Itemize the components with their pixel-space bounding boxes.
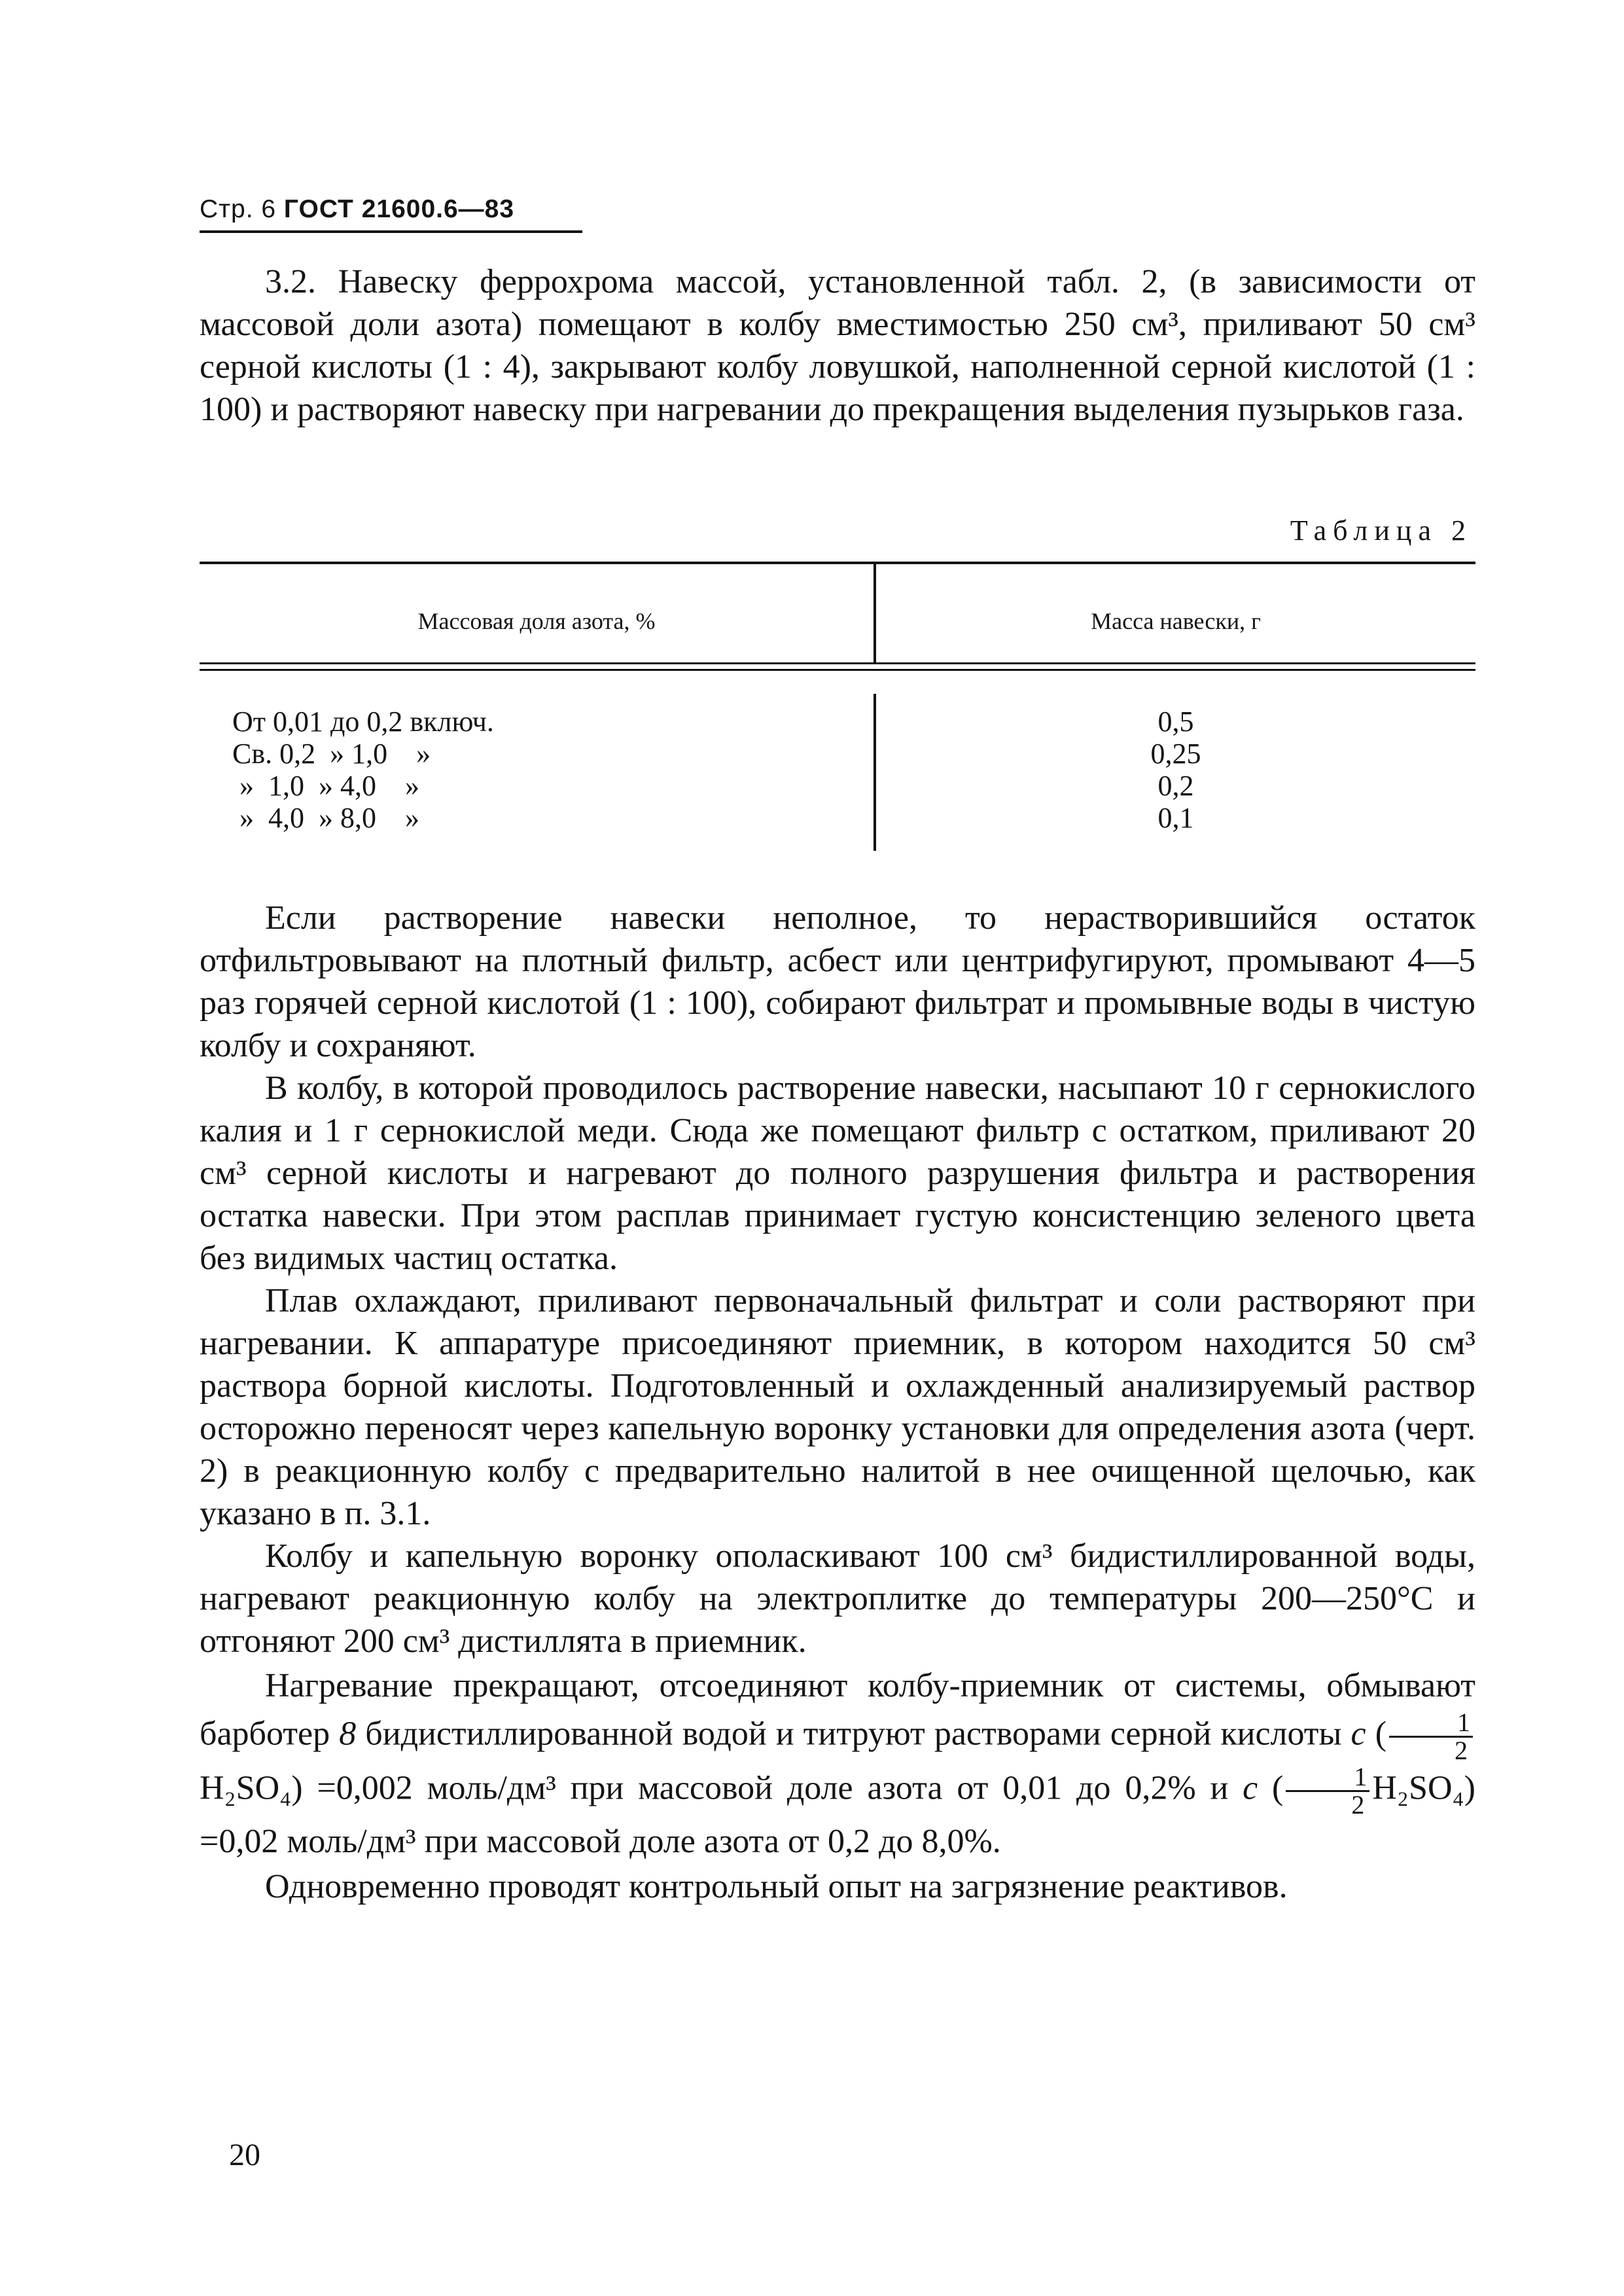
table-row-1-range: От 0,01 до 0,2 включ. (232, 706, 494, 738)
paragraph-distillation: Колбу и капельную воронку ополаскивают 100 см³ бидистиллированной воды, нагревают реакционную колбу на электроплитке до температуры 200—250°С и отгоняют 200 см³ дистиллята в приемник. (200, 1537, 1475, 1660)
paragraph-distillation-setup: Плав охлаждают, приливают первоначальный фильтрат и соли растворяют при нагревании. К аппаратуре присоединяют приемник, в котором находится 50 см³ раствора борной кислоты. Подготовленный и охлажденный анализируемый раствор осторожно переносят через капельную воронку установки для определения азота (черт. 2) в реакционную колбу с предварительно налитой в нее очищенной щелочью, как указано в п. 3.1. (200, 1282, 1475, 1532)
column-header-mass: Масса навески, г (1091, 608, 1261, 634)
column-header-nitrogen: Массовая доля азота, % (417, 608, 656, 634)
barboter-number: 8 (339, 1715, 357, 1753)
paragraph-titration: Нагревание прекращают, отсоединяют колбу-приемник от системы, обмывают барботер 8 бидистиллированной водой и титруют растворами серной кислоты c ( $\frac{1}{2}$ H₂SO₄) =0,002 моль/дм³ при массовой доле азота от 0,01 до 0,2% и c ( $\frac{1}{2}$ H₂SO₄) =0,02 моль/дм³ при массовой доле азота от 0,2 до 8,0%. (200, 1667, 1475, 1860)
table-row-2-range: Св. 0,2 » 1,0 » (232, 738, 431, 770)
table-header-rule-1 (200, 662, 1475, 664)
intro-section (200, 260, 1475, 431)
formula-1: H₂SO₄ (200, 1769, 292, 1807)
formula-2: H₂SO₄ (1372, 1769, 1464, 1807)
symbol-c-1: c (1350, 1715, 1366, 1753)
fraction-half-1: $\frac{1}{2}$ (1389, 1710, 1473, 1764)
page-number: 20 (229, 2138, 260, 2172)
page-header (200, 195, 514, 224)
table-row-3-mass: 0,2 (1157, 770, 1194, 802)
table-header-rule-2 (200, 669, 1475, 671)
table-row-3-range: » 1,0 » 4,0 » (232, 770, 419, 802)
symbol-c-2: c (1243, 1769, 1258, 1807)
intro-paragraph: 3.2. Навеску феррохрома массой, установленной табл. 2, (в зависимости от массовой доли азота) помещают в колбу вместимостью 250 см³, приливают 50 см³ серной кислоты (1 : 4), закрывают колбу ловушкой, наполненной серной кислотой (1 : 100) и растворяют навеску при нагревании до прекращения выделения пузырьков газа. (200, 263, 1475, 428)
header-underline (200, 230, 582, 233)
method-text (200, 897, 1475, 1908)
table-row-1-mass: 0,5 (1157, 706, 1194, 738)
paragraph-filtering: Если растворение навески неполное, то нерастворившийся остаток отфильтровывают на плотный фильтр, асбест или центрифугируют, промывают 4—5 раз горячей серной кислотой (1 : 100), собирают фильтрат и промывные воды в чистую колбу и сохраняют. (200, 899, 1475, 1064)
paragraph-control: Одновременно проводят контрольный опыт на загрязнение реактивов. (265, 1868, 1288, 1905)
table-row-4-mass: 0,1 (1157, 802, 1194, 834)
table-row-2-mass: 0,25 (1150, 738, 1201, 770)
table-row-4-range: » 4,0 » 8,0 » (232, 802, 419, 834)
table-title: Таблица 2 (1290, 514, 1472, 547)
standard-code: ГОСТ 21600.6—83 (283, 195, 515, 223)
paragraph-fusion: В колбу, в которой проводилось растворение навески, насыпают 10 г сернокислого калия и 1 г сернокислой меди. Сюда же помещают фильтр с остатком, приливают 20 см³ серной кислоты и нагревают до полного разрушения фильтра и растворения остатка навески. При этом расплав принимает густую консистенцию зеленого цвета без видимых частиц остатка. (200, 1069, 1475, 1277)
page-label: Стр. 6 (200, 195, 277, 223)
fraction-half-2: $\frac{1}{2}$ (1286, 1764, 1369, 1818)
table-top-rule (200, 562, 1475, 564)
